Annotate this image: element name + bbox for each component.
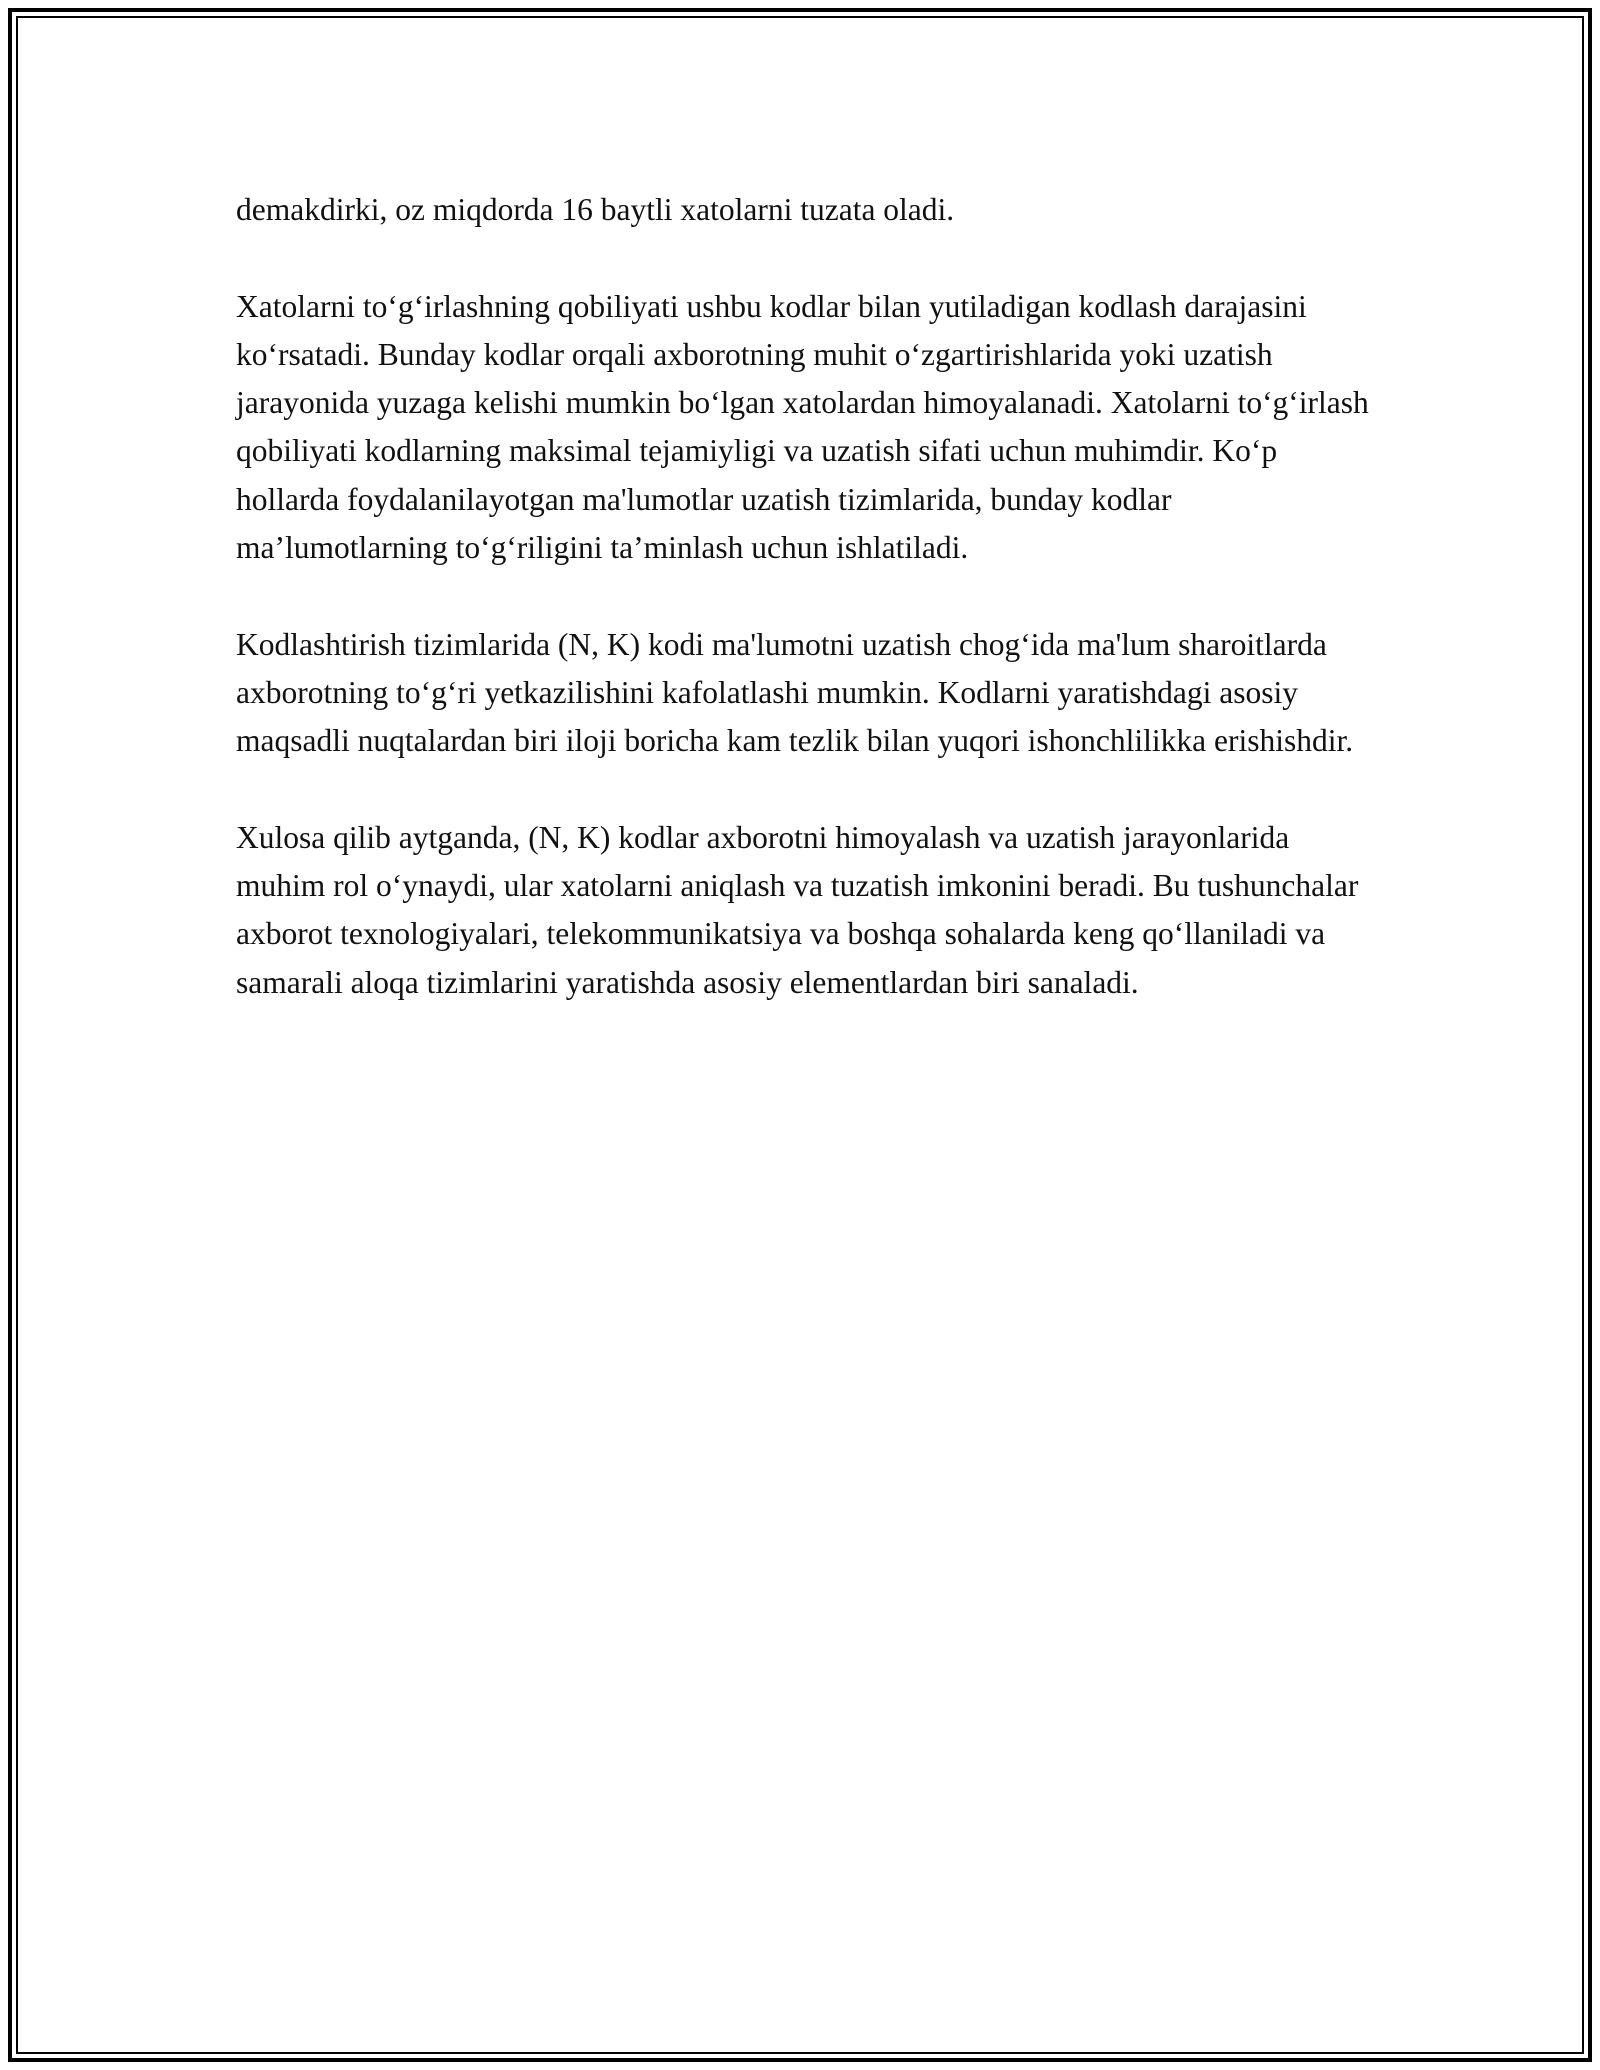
paragraph-coding-systems: Kodlashtirish tizimlarida (N, K) kodi ma'lumotni uzatish chog‘ida ma'lum sharoitlarda axborotning to‘g‘ri yetkazilishini kafolatlashi mumkin. Kodlarni yaratishdagi asosiy maqsadli nuqtalardan biri iloji boricha kam tezlik bilan yuqori ishonchlilikka erishishdir. <box>236 626 1354 759</box>
paragraph-continuation: demakdirki, oz miqdorda 16 baytli xatolarni tuzata oladi. <box>236 192 955 227</box>
document-body <box>236 186 1376 1007</box>
paragraph-conclusion: Xulosa qilib aytganda, (N, K) kodlar axborotni himoyalash va uzatish jarayonlarida muhim rol o‘ynaydi, ular xatolarni aniqlash va tuzatish imkonini beradi. Bu tushunchalar axborot texnologiyalari, telekommunikatsiya va boshqa sohalarda keng qo‘llaniladi va samarali aloqa tizimlarini yaratishda asosiy elementlardan biri sanaladi. <box>236 819 1359 1000</box>
paragraph-error-correction: Xatolarni to‘g‘irlashning qobiliyati ushbu kodlar bilan yutiladigan kodlash darajasini ko‘rsatadi. Bunday kodlar orqali axborotning muhit o‘zgartirishlarida yoki uzatish jarayonida yuzaga kelishi mumkin bo‘lgan xatolardan himoyalanadi. Xatolarni to‘g‘irlash qobiliyati kodlarning maksimal tejamiyligi va uzatish sifati uchun muhimdir. Ko‘p hollarda foydalanilayotgan ma'lumotlar uzatish tizimlarida, bunday kodlar ma’lumotlarning to‘g‘riligini ta’minlash uchun ishlatiladi. <box>236 288 1369 566</box>
